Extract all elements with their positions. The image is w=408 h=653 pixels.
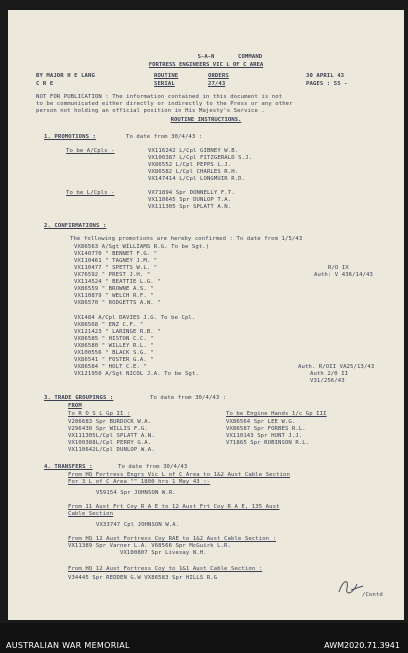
list-item: VX86541 " FOSTER G.A. " bbox=[74, 357, 154, 363]
serial-number: 27/43 bbox=[208, 81, 226, 87]
list-item: VX114524 " BEATTIE L.G. " bbox=[74, 279, 161, 285]
transfer-d-heading: From HQ 12 Aust Fortress Coy to 1&1 Aust Cable Section : bbox=[68, 566, 263, 572]
transfers-heading: 4. TRANSFERS : bbox=[44, 464, 93, 470]
list-item: VX100387 L/Cpl FITZGERALD S.J. bbox=[148, 155, 253, 161]
from-label: FROM bbox=[68, 403, 82, 409]
list-item: VX86582 L/Cpl CHARLES R.H. bbox=[148, 169, 239, 175]
notice-line-3: person not holding an official position in His Majesty's Service . bbox=[36, 108, 265, 114]
classification-mark: S-A-N bbox=[197, 54, 215, 60]
list-item: VX121423 " LARINGE R.B. " bbox=[74, 329, 161, 335]
list-item: VX86587 Spr FORBES R.L. bbox=[226, 426, 306, 432]
list-item: VX140770 " BENNET F.G. " bbox=[74, 251, 158, 257]
list-item: VX71894 Spr DONNELLY F.T. bbox=[148, 190, 235, 196]
list-item: V71865 Spr ROBINSON R.L. bbox=[226, 440, 310, 446]
notice-line-2: to be communicated either directly or indirectly to the Press or any other bbox=[36, 101, 293, 107]
transfer-a-subheading: For 3 L of C Area "" 1800 hrs 1 May 43 :- bbox=[68, 479, 211, 485]
list-item: VX110461 " TAGNEY J.M. " bbox=[74, 258, 158, 264]
list-item: VX110645 Spr DUNLOP T.A. bbox=[148, 197, 232, 203]
list-item: VX86580 " WILLEY R.L. " bbox=[74, 343, 154, 349]
authority-note: Auth. R/OII VA25/13/43 bbox=[298, 364, 375, 370]
title-prefix: COMMAND bbox=[238, 54, 263, 60]
list-item: VX111305L/Cpl SPLATT A.N. bbox=[68, 433, 155, 439]
issuer-unit: C R E bbox=[36, 81, 54, 87]
transfer-b-heading: From 11 Aust Frt Coy R A E to 12 Aust Frt Coy R A E, 135 Aust bbox=[68, 504, 280, 510]
list-item: VX110477 " SPETTS W.L. " bbox=[74, 265, 158, 271]
list-item: V59154 Spr JOHNSON W.R. bbox=[96, 490, 176, 496]
right-column-heading: To be Engine Hands 1/c Gp III bbox=[226, 411, 327, 417]
lcpl-label: To be L/Cpls - bbox=[66, 190, 115, 196]
footer-accession-number: AWM2020.71.3941 bbox=[324, 641, 400, 650]
transfer-c-heading: From HQ 12 Aust Fortress Coy RAE to 1&2 Aust Cable Section : bbox=[68, 536, 277, 542]
list-item: VX111305 Spr SPLATT A.N. bbox=[148, 204, 232, 210]
list-item: VX11389 Spr Varner L.A. V68566 Spr McGuirk L.R. bbox=[68, 543, 231, 549]
acpl-label: To be A/Cpls - bbox=[66, 148, 115, 154]
list-item: VX110143 Spr HUNT J.J. bbox=[226, 433, 303, 439]
list-item: VX86568 " ENZ C.F. " bbox=[74, 322, 144, 328]
confirmations-heading: 2. CONFIRMATIONS : bbox=[44, 223, 107, 229]
list-item: VX86584 " HOLT C.E. " bbox=[74, 364, 147, 370]
promotions-date: To date from 30/4/43 : bbox=[126, 134, 203, 140]
document-page bbox=[8, 10, 404, 620]
issuer: BY MAJOR H E LANG bbox=[36, 73, 95, 79]
list-item: VX121950 A/Sgt NICOL J.A. To be Sgt. bbox=[74, 371, 199, 377]
trade-groupings-heading: 3. TRADE GROUPINGS : bbox=[44, 395, 114, 401]
list-item: V34445 Spr REDDEN G.W VX86583 Spr HILLS R.G bbox=[68, 575, 218, 581]
list-item: VX110879 " WELCH R.F. " bbox=[74, 293, 154, 299]
orders-label: ORDERS bbox=[208, 73, 229, 79]
list-item: VX147414 L/Cpl LONGMUIR R.D. bbox=[148, 176, 246, 182]
authority-note: R/O IX bbox=[328, 265, 349, 271]
routine-instructions-heading: ROUTINE INSTRUCTIONS. bbox=[170, 117, 242, 123]
list-item: VX1484 A/Cpl DAVIES J.G. To be Cpl. bbox=[74, 315, 196, 321]
left-column-heading: To R O S L Gp II : bbox=[68, 411, 131, 417]
notice-line-1: NOT FOR PUBLICATION : The information contained in this document is not bbox=[36, 94, 283, 100]
authority-note: Auth 2/0 II bbox=[310, 371, 349, 377]
serial-label: SERIAL bbox=[154, 81, 175, 87]
promotions-heading: 1. PROMOTIONS : bbox=[44, 134, 97, 140]
page-count: PAGES : 55 - bbox=[306, 81, 348, 87]
transfer-b-subheading: Cable Section bbox=[68, 511, 114, 517]
list-item: V296430 Spr WILLIS F.G. bbox=[68, 426, 148, 432]
transfers-date: To date from 30/4/43 bbox=[118, 464, 188, 470]
authority-note: Auth: V 436/14/43 bbox=[314, 272, 373, 278]
list-item: VX86559 " BROWNE A.S. " bbox=[74, 286, 154, 292]
continued-note: /Contd bbox=[362, 592, 383, 598]
routine-label: ROUTINE bbox=[154, 73, 179, 79]
document-title: FORTRESS ENGINEERS VIC L OF C AREA bbox=[148, 62, 264, 68]
list-item: V286683 Spr BURDOCK W.A. bbox=[68, 419, 152, 425]
list-item: VX76592 " PREST J.H. " bbox=[74, 272, 151, 278]
list-item: VX116242 L/Cpl GIBNEY W.B. bbox=[148, 148, 239, 154]
list-item: VX33747 Cpl JOHNSON W.A. bbox=[96, 522, 180, 528]
list-item: VX100388L/Cpl PERRY G.A. bbox=[68, 440, 152, 446]
list-item: VX86570 " RODGETTS A.W. " bbox=[74, 300, 161, 306]
confirmations-intro: The following promotions are hereby confirmed : To date from 1/5/43 bbox=[70, 236, 303, 242]
list-item: VX86552 L/Cpl PEPPS L.J. bbox=[148, 162, 232, 168]
list-item: VX86564 Spr LEE W.G. bbox=[226, 419, 296, 425]
list-item: VX86563 A/Sgt WILLIAMS R.G. To be Sgt.) bbox=[74, 244, 210, 250]
list-item: VX110642L/Cpl DUNLOP W.A. bbox=[68, 447, 155, 453]
list-item: VX86585 " HISTON C.C. " bbox=[74, 336, 154, 342]
list-item: VX100556 " BLACK S.G. " bbox=[74, 350, 154, 356]
authority-note: V31/256/43 bbox=[310, 378, 345, 384]
footer-institution: AUSTRALIAN WAR MEMORIAL bbox=[6, 641, 130, 650]
document-date: 30 APRIL 43 bbox=[306, 73, 345, 79]
transfer-a-heading: From HQ Fortress Engrs Vic L of C Area to 1&2 Aust Cable Section bbox=[68, 472, 290, 478]
list-item: VX100807 Spr Livesay N.H. bbox=[120, 550, 207, 556]
trade-groupings-date: To date from 30/4/43 : bbox=[150, 395, 227, 401]
